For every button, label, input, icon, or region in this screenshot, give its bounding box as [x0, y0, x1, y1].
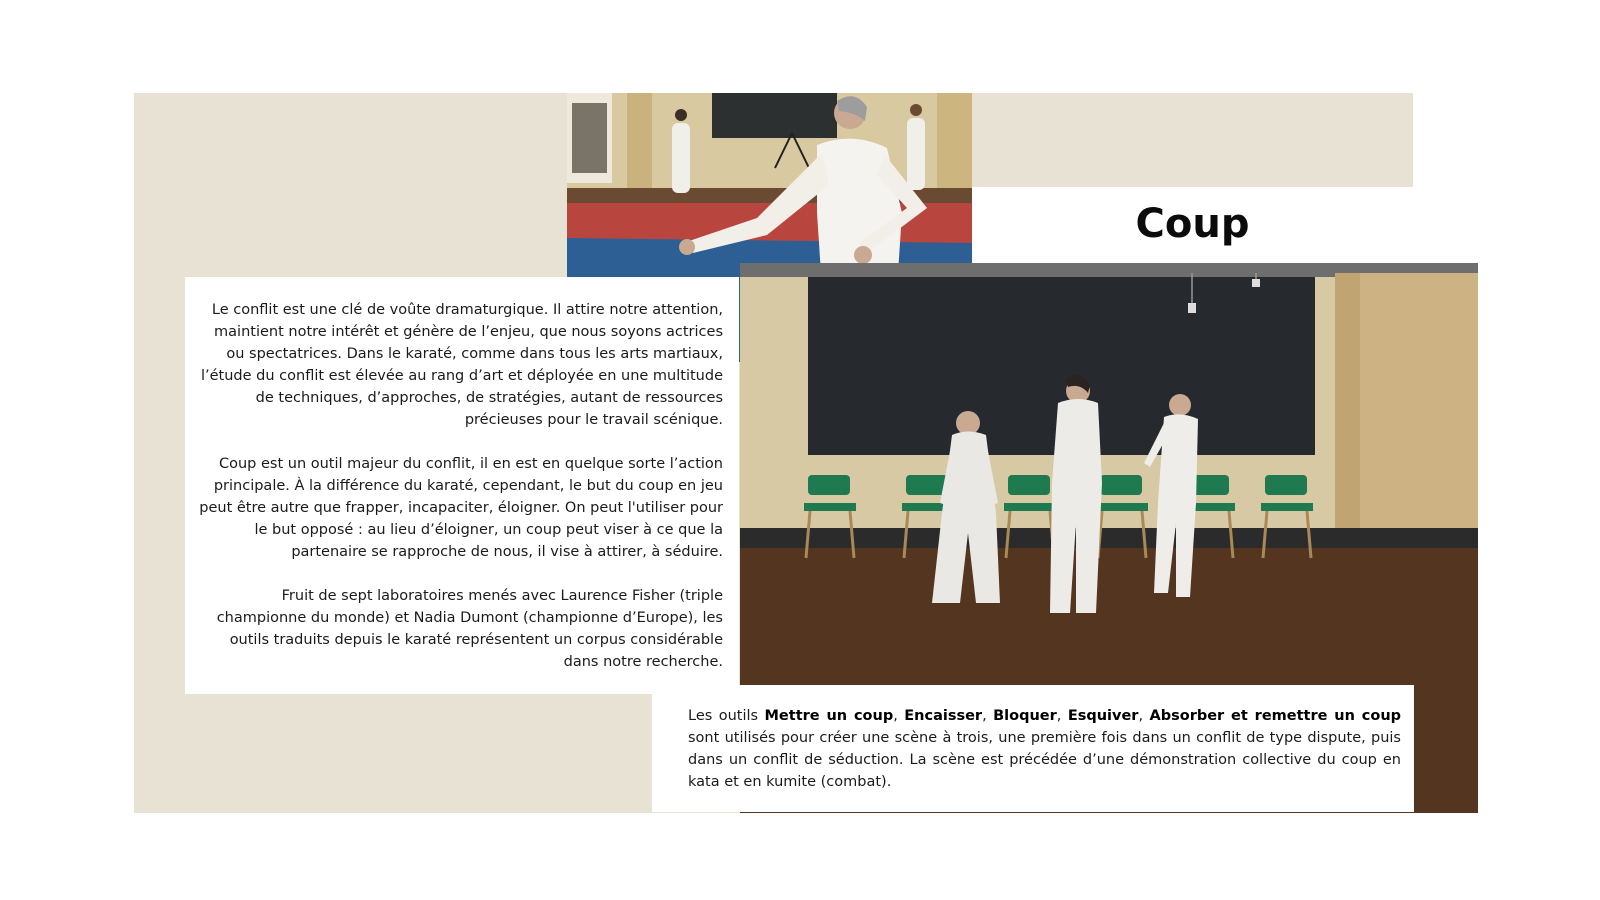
- tools-separator: ,: [1056, 708, 1068, 724]
- paragraph-laboratories: Fruit de sept laboratoires menés avec Laurence Fisher (triple championne du monde) et Nadia Dumont (championne d’Europe), les outils traduits depuis le karaté représentent un corpus considérable dans notre recherche.: [216, 588, 723, 670]
- intro-text-box: [185, 277, 739, 694]
- paragraph-tools: [688, 705, 1401, 793]
- tool-esquiver: Esquiver: [1067, 708, 1139, 724]
- tools-text-box: [652, 685, 1414, 812]
- tools-intro: Les outils: [688, 708, 759, 724]
- paragraph-conflict: Le conflit est une clé de voûte dramaturgique. Il attire notre attention, maintient notre intérêt et génère de l’enjeu, que nous soyons actrices ou spectatrices. Dans le karaté, comme dans tous les arts martiaux, l’étude du conflit est élevée au rang d’art et déployée en une multitude de techniques, d’approches, de stratégies, autant de ressources précieuses pour le travail scénique.: [201, 302, 723, 428]
- tool-absorber: Absorber et remettre un coup: [1149, 708, 1402, 724]
- paragraph-coup: Coup est un outil majeur du conflit, il en est en quelque sorte l’action principale. À la différence du karaté, cependant, le but du coup en jeu peut être autre que frapper, incapaciter, éloigner. On peut l'utiliser pour le but opposé : au lieu d’éloigner, un coup peut viser à ce que la partenaire se rapproche de nous, il vise à attirer, à séduire.: [199, 456, 723, 560]
- tools-separator: ,: [982, 708, 994, 724]
- tools-separator: ,: [893, 708, 905, 724]
- title-box: [972, 187, 1413, 263]
- tool-bloquer: Bloquer: [993, 708, 1057, 724]
- tool-mettre-un-coup: Mettre un coup: [764, 708, 894, 724]
- tools-separator: ,: [1138, 708, 1150, 724]
- tools-rest: sont utilisés pour créer une scène à trois, une première fois dans un conflit de type dispute, puis dans un conflit de séduction. La scène est précédée d’une démonstration collective du coup en kata et en kumite (combat).: [688, 730, 1401, 790]
- tool-encaisser: Encaisser: [904, 708, 983, 724]
- page-title: Coup: [1135, 201, 1250, 247]
